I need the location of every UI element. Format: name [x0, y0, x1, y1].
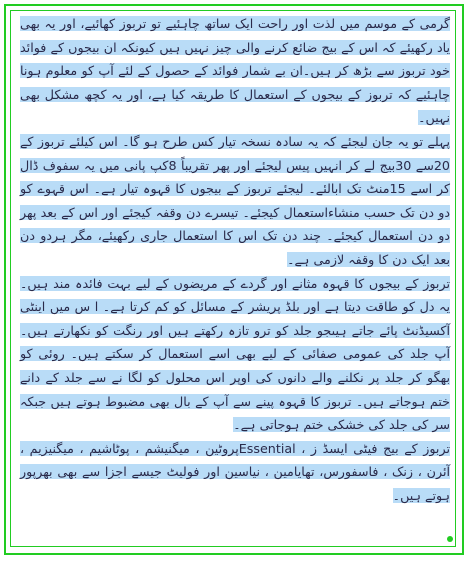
paragraph-benefits-text: تربوز کے بیجوں کا قہوہ مثانے اور گردے کے مریضوں کے لیے بہت فائدہ مند ہیں۔یہ دل کو طاقت دیتا ہے اور بلڈ پریشر کے مسائل کو کم کرتا ہے۔ ا س میں اینٹی آکسیڈنٹ پائے جاتے ہیںجو جلد کو ترو تازہ رکھتے ہیں اور رنگت کو نکھارتے ہیں۔ آپ جلد کی عمومی صفائی کے لیے بھی اسے استعمال کر سکتے ہیں۔ روئی کو بھگو کر جلد پر نکلنے والے دانوں کی اوپر اس محلول کو لگا نے سے جلد کے دانے ختم ہوجاتے ہیں۔ تربوز کا قہوہ پینے سے آپ کے بال بھی مضبوط ہوتے ہیں جبکہ سر کی جلد کی خشکی ختم ہوجاتی ہے۔: [20, 275, 450, 433]
paragraph-nutrients-text: تربوز کے بیج فیٹی ایسڈ ز ، Essentialپروٹین ، میگنیشم ، پوٹاشیم ، میگنیزیم ، آئرن ، زنک ، فاسفورس، تھایامین ، نیاسین اور فولیٹ جیسے اجزا سے بھی بھرپور ہوتے ہیں۔: [20, 440, 450, 503]
paragraph-recipe-text: پہلے تو یہ جان لیجئے کہ یہ سادہ نسخہ تیار کس طرح ہو گا۔ اس کیلئے تربوز کے 20سے 30بیج لے کر انہیں پیس لیجئے اور پھر تقریباً 8کپ پانی میں یہ سفوف ڈال کر اسے 15منٹ تک ابالئے۔ لیجئے تربوز کے بیجوں کا قہوہ تیار ہے۔ اس قہوے کو دو دن تک حسب منشاءاستعمال کیجئے۔ تیسرے دن وقفہ کیجئے اور اس کے بعد پھر دو دن استعمال کیجئے۔ چند دن تک اس کا استعمال جاری رکھیئے، مگر ہردو دن بعد ایک دن کا وقفہ لازمی ہے۔: [20, 133, 450, 267]
selection-handle[interactable]: [447, 536, 453, 542]
paragraph-intro-text: گرمی کے موسم میں لذت اور راحت ایک ساتھ چاہئیے تو تربوز کھائیے، اور یہ بھی یاد رکھیئے کہ اس کے بیج ضائع کرنے والی چیز نہیں ہیں کیونکہ ان بیجوں کے فوائد خود تربوز سے بڑھ کر ہیں۔ان بے شمار فوائد کے حصول کے لئے آپ کو معلوم ہونا چاہئیے کہ تربوز کے بیجوں کے استعمال کا طریقہ کیا ہے، اور یہ کچھ مشکل بھی نہیں۔: [20, 16, 450, 126]
paragraph-benefits: [20, 272, 450, 437]
paragraph-nutrients: [20, 437, 450, 508]
paragraph-recipe: [20, 130, 450, 272]
paragraph-intro: [20, 12, 450, 130]
article-body: [20, 12, 450, 507]
